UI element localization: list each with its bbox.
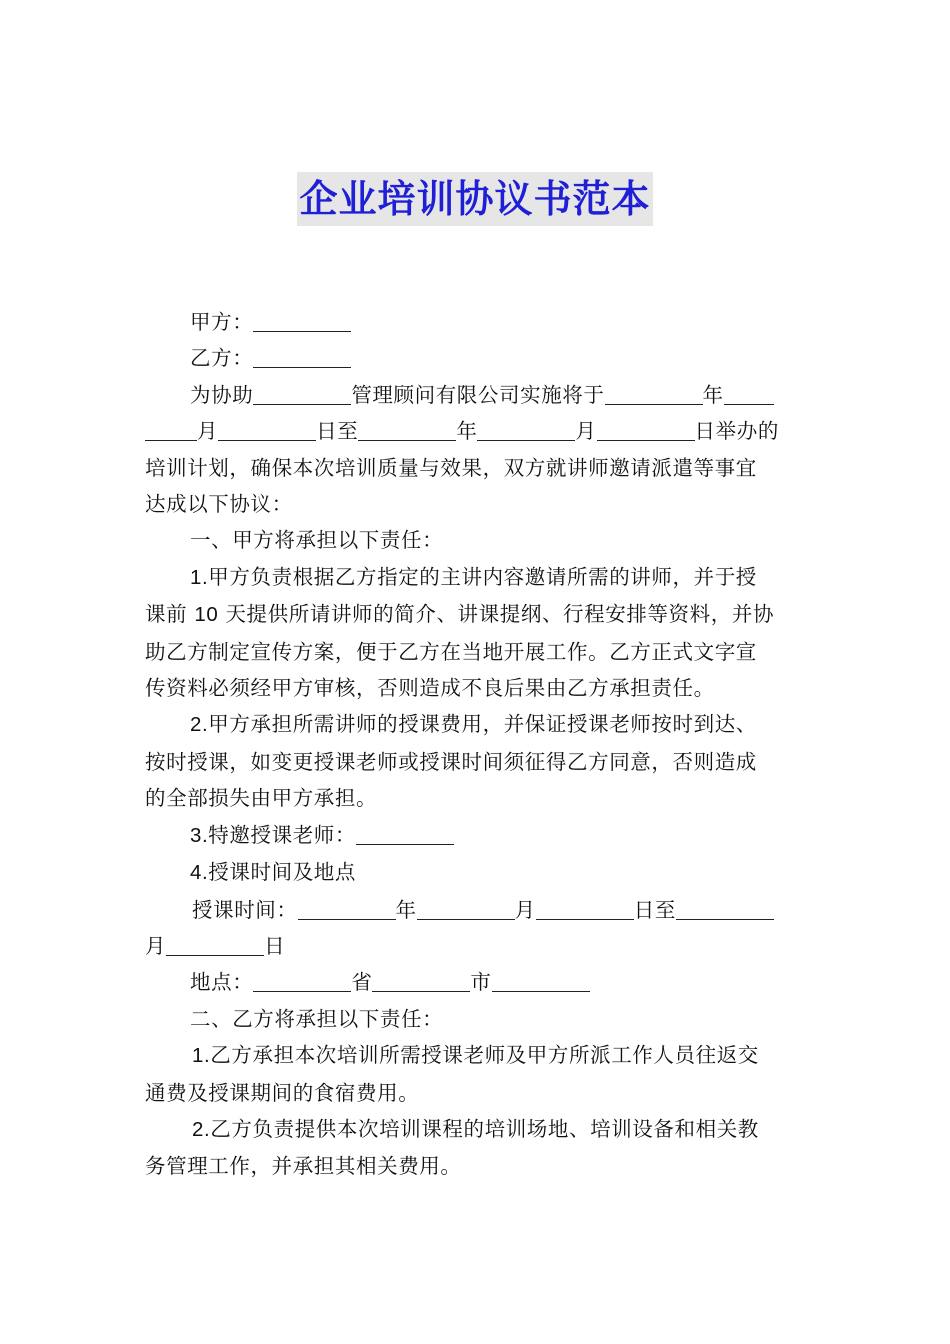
intro-text: 日举办的 (694, 419, 779, 444)
item-number: 2. (192, 1117, 211, 1141)
month-blank (417, 898, 515, 920)
location-label: 地点： (190, 970, 254, 995)
intro-text: 月 (575, 419, 597, 444)
location-text: 市 (470, 970, 492, 995)
teacher-blank (356, 823, 454, 845)
document-body (145, 304, 810, 1185)
s1-item2-line2: 按时授课，如变更授课老师或授课时间须征得乙方同意，否则造成 (145, 749, 757, 774)
party-a-blank (253, 311, 351, 333)
intro-line-2 (145, 413, 810, 449)
s2-item2-line2: 务管理工作，并承担其相关费用。 (145, 1154, 462, 1179)
item-number: 1. (192, 1044, 211, 1068)
title-container (0, 172, 950, 226)
end-day-blank (166, 934, 264, 956)
paragraph-text: 特邀授课老师： (208, 822, 356, 847)
paragraph-text: 授课时间及地点 (208, 860, 356, 885)
paragraph-text: 甲方承担所需讲师的授课费用，并保证授课老师按时到达、 (208, 712, 757, 737)
company-blank (253, 383, 351, 405)
intro-line-4: 达成以下协议： (145, 492, 293, 517)
schedule-label: 授课时间： (192, 897, 298, 922)
s1-item1-line1 (145, 559, 810, 596)
schedule-line-1 (145, 892, 810, 928)
intro-text: 年 (456, 419, 478, 444)
s1-item1-line3: 助乙方制定宣传方案，便于乙方在当地开展工作。乙方正式文字宣 (145, 639, 757, 664)
intro-text: 月 (197, 419, 219, 444)
year-blank (358, 420, 456, 442)
s1-item2-line1 (145, 706, 810, 743)
province-blank (372, 971, 470, 993)
party-a-label: 甲方： (190, 310, 254, 334)
intro-text: 管理顾问有限公司实施将于 (351, 382, 605, 407)
party-b-line (145, 340, 810, 376)
schedule-text: 日至 (633, 897, 676, 922)
s2-item2-line1 (145, 1111, 810, 1148)
paragraph-text: 乙方负责提供本次培训课程的培训场地、培训设备和相关教 (210, 1116, 759, 1141)
year-blank (605, 383, 703, 405)
intro-text: 年 (702, 382, 724, 407)
schedule-line-2 (145, 928, 810, 964)
party-b-blank (253, 347, 351, 369)
paragraph-text: 课前 (145, 602, 195, 627)
day-blank (536, 898, 634, 920)
intro-text: 为协助 (190, 382, 254, 407)
item-number: 1. (190, 565, 209, 589)
section-2-heading: 二、乙方将承担以下责任： (190, 1006, 444, 1031)
item-number: 4. (190, 861, 209, 885)
s1-item1-line2 (145, 596, 810, 633)
s1-item4 (145, 854, 810, 891)
s1-item3 (145, 817, 810, 854)
days-number: 10 (194, 603, 219, 627)
schedule-text: 日 (264, 933, 286, 958)
location-blank (253, 971, 351, 993)
year-blank (298, 898, 396, 920)
party-a-line (145, 304, 810, 340)
s2-item1-line2: 通费及授课期间的食宿费用。 (145, 1080, 420, 1105)
month-blank (477, 420, 575, 442)
day-blank (218, 420, 316, 442)
intro-line-1 (145, 377, 810, 413)
s1-item1-line4: 传资料必须经甲方审核，否则造成不良后果由乙方承担责任。 (145, 676, 715, 701)
s1-item2-line3: 的全部损失由甲方承担。 (145, 786, 378, 811)
city-blank (492, 971, 590, 993)
intro-line-3: 培训计划，确保本次培训质量与效果，双方就讲师邀请派遣等事宜 (145, 455, 757, 480)
item-number: 3. (190, 823, 209, 847)
item-number: 2. (190, 713, 209, 737)
party-b-label: 乙方： (190, 346, 254, 371)
paragraph-text: 乙方承担本次培训所需授课老师及甲方所派工作人员往返交 (210, 1043, 759, 1068)
intro-text: 日至 (316, 419, 359, 444)
schedule-text: 月 (514, 897, 536, 922)
location-text: 省 (351, 970, 373, 995)
schedule-text: 月 (145, 933, 167, 958)
paragraph-text: 天提供所请讲师的简介、讲课提纲、行程安排等资料，并协 (218, 602, 775, 627)
location-line (145, 964, 810, 1000)
schedule-text: 年 (395, 897, 417, 922)
paragraph-text: 甲方负责根据乙方指定的主讲内容邀请所需的讲师，并于授 (208, 564, 757, 589)
month-blank-part (724, 383, 774, 405)
document-title: 企业培训协议书范本 (297, 172, 652, 226)
end-blank (676, 898, 774, 920)
month-blank-part (145, 420, 197, 442)
day-blank (597, 420, 695, 442)
s2-item1-line1 (145, 1037, 810, 1074)
section-1-heading: 一、甲方将承担以下责任： (190, 528, 444, 553)
